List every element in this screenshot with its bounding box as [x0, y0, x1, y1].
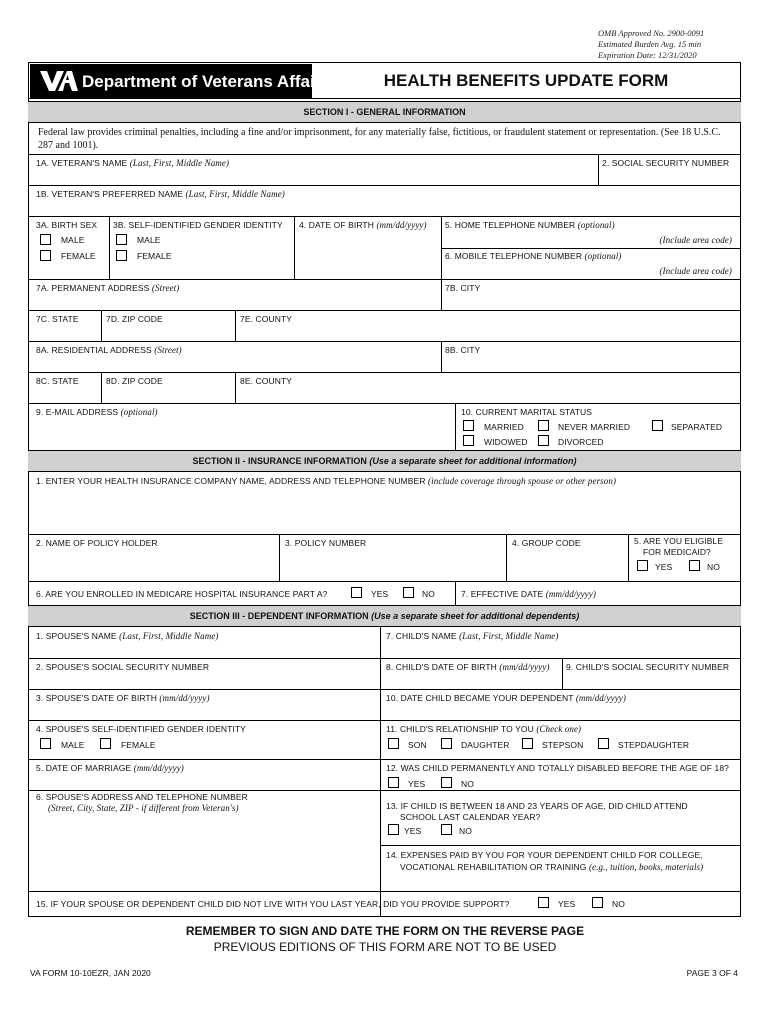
expenses-label-1: 14. EXPENSES PAID BY YOU FOR YOUR DEPENDENT CHILD FOR COLLEGE, [386, 850, 703, 860]
permanent-state-label: 7C. STATE [36, 314, 79, 324]
spouse-male-checkbox[interactable] [40, 738, 51, 749]
form-title: HEALTH BENEFITS UPDATE FORM [383, 71, 669, 90]
ssn-label: 2. SOCIAL SECURITY NUMBER [602, 158, 730, 168]
school-no-label: NO [459, 826, 472, 836]
stepson-label: STEPSON [542, 740, 584, 750]
son-checkbox[interactable] [388, 738, 399, 749]
child-ssn-label: 9. CHILD'S SOCIAL SECURITY NUMBER [566, 662, 730, 672]
va-seal-icon [38, 68, 78, 94]
never-married-label: NEVER MARRIED [558, 422, 631, 432]
previous-editions-note: PREVIOUS EDITIONS OF THIS FORM ARE NOT TO BE USED [213, 940, 557, 954]
medicare-no-checkbox[interactable] [403, 587, 414, 598]
medicaid-yes-label: YES [655, 562, 673, 572]
medicare-yes-checkbox[interactable] [351, 587, 362, 598]
gender-female-checkbox[interactable] [116, 250, 127, 261]
stepdaughter-label: STEPDAUGHTER [618, 740, 690, 750]
stepdaughter-checkbox[interactable] [598, 738, 609, 749]
disabled-yes-checkbox[interactable] [388, 777, 399, 788]
divorced-label: DIVORCED [558, 437, 604, 447]
gender-male-label: MALE [137, 235, 161, 245]
permanent-address-label: 7A. PERMANENT ADDRESS (Street) [36, 283, 180, 293]
insurance-company-label: 1. ENTER YOUR HEALTH INSURANCE COMPANY NAME, ADDRESS AND TELEPHONE NUMBER (include coverage through spouse or other person) [36, 476, 617, 486]
residential-state-label: 8C. STATE [36, 376, 79, 386]
legal-notice: Federal law provides criminal penalties, including a fine and/or imprisonment, for any materially false, fictitious, or fraudulent statement or representation. (See 18 U.S.C. 287 and 1001). [38, 127, 721, 151]
omb-expiration: Expiration Date: 12/31/2020 [598, 50, 697, 60]
spouse-male-label: MALE [61, 740, 85, 750]
spouse-ssn-label: 2. SPOUSE'S SOCIAL SECURITY NUMBER [36, 662, 210, 672]
page-number: PAGE 3 OF 4 [686, 968, 738, 978]
separated-checkbox[interactable] [652, 420, 663, 431]
divorced-checkbox[interactable] [538, 435, 549, 446]
spouse-female-label: FEMALE [121, 740, 156, 750]
medicaid-no-label: NO [707, 562, 720, 572]
school-no-checkbox[interactable] [441, 824, 452, 835]
effective-date-label: 7. EFFECTIVE DATE (mm/dd/yyyy) [461, 589, 596, 599]
support-no-label: NO [612, 899, 625, 909]
birth-sex-female-checkbox[interactable] [40, 250, 51, 261]
birth-sex-male-label: MALE [61, 235, 85, 245]
expenses-label-2: VOCATIONAL REHABILITATION OR TRAINING (e.g., tuition, books, materials) [400, 862, 704, 872]
policy-holder-label: 2. NAME OF POLICY HOLDER [36, 538, 158, 548]
residential-address-label: 8A. RESIDENTIAL ADDRESS (Street) [36, 345, 182, 355]
birth-sex-female-label: FEMALE [61, 251, 96, 261]
birth-sex-male-checkbox[interactable] [40, 234, 51, 245]
separated-label: SEPARATED [671, 422, 723, 432]
email-label: 9. E-MAIL ADDRESS (optional) [36, 407, 158, 417]
spouse-dob-label: 3. SPOUSE'S DATE OF BIRTH (mm/dd/yyyy) [36, 693, 210, 703]
medicaid-label-2: FOR MEDICAID? [643, 547, 711, 557]
support-no-checkbox[interactable] [592, 897, 603, 908]
gender-identity-label: 3B. SELF-IDENTIFIED GENDER IDENTITY [113, 220, 283, 230]
disabled-yes-label: YES [408, 779, 426, 789]
permanent-zip-label: 7D. ZIP CODE [106, 314, 163, 324]
veteran-name-label: 1A. VETERAN'S NAME (Last, First, Middle Name) [36, 158, 230, 168]
school-yes-label: YES [404, 826, 422, 836]
section-1-heading: SECTION I - GENERAL INFORMATION [28, 101, 741, 123]
gender-female-label: FEMALE [137, 251, 172, 261]
preferred-name-label: 1B. VETERAN'S PREFERRED NAME (Last, First, Middle Name) [36, 189, 285, 199]
medicare-yes-label: YES [371, 589, 389, 599]
residential-city-label: 8B. CITY [445, 345, 481, 355]
mobile-phone-area-hint: (Include area code) [659, 266, 732, 276]
child-disabled-label: 12. WAS CHILD PERMANENTLY AND TOTALLY DISABLED BEFORE THE AGE OF 18? [386, 763, 729, 773]
agency-name: Department of Veterans Affairs [82, 72, 331, 91]
child-relationship-label: 11. CHILD'S RELATIONSHIP TO YOU (Check one) [386, 724, 582, 734]
permanent-city-label: 7B. CITY [445, 283, 481, 293]
medicaid-no-checkbox[interactable] [689, 560, 700, 571]
medicaid-yes-checkbox[interactable] [637, 560, 648, 571]
omb-number: OMB Approved No. 2900-0091 [598, 28, 705, 38]
va-logo-banner [30, 64, 331, 98]
support-yes-label: YES [558, 899, 576, 909]
child-dob-label: 8. CHILD'S DATE OF BIRTH (mm/dd/yyyy) [386, 662, 550, 672]
home-phone-area-hint: (Include area code) [659, 235, 732, 245]
stepson-checkbox[interactable] [522, 738, 533, 749]
form-id: VA FORM 10-10EZR, JAN 2020 [30, 968, 151, 978]
disabled-no-label: NO [461, 779, 474, 789]
married-checkbox[interactable] [463, 420, 474, 431]
child-name-label: 7. CHILD'S NAME (Last, First, Middle Name) [386, 631, 559, 641]
spouse-name-label: 1. SPOUSE'S NAME (Last, First, Middle Name) [36, 631, 219, 641]
never-married-checkbox[interactable] [538, 420, 549, 431]
section-2-heading: SECTION II - INSURANCE INFORMATION (Use a separate sheet for additional information) [28, 450, 741, 472]
widowed-checkbox[interactable] [463, 435, 474, 446]
section-3-heading: SECTION III - DEPENDENT INFORMATION (Use a separate sheet for additional dependents) [28, 605, 741, 627]
child-dependent-date-label: 10. DATE CHILD BECAME YOUR DEPENDENT (mm/dd/yyyy) [386, 693, 626, 703]
support-yes-checkbox[interactable] [538, 897, 549, 908]
support-question-label: 15. IF YOUR SPOUSE OR DEPENDENT CHILD DID NOT LIVE WITH YOU LAST YEAR, DID YOU PROVIDE SUPPORT? [36, 899, 510, 909]
gender-male-checkbox[interactable] [116, 234, 127, 245]
date-of-birth-label: 4. DATE OF BIRTH (mm/dd/yyyy) [299, 220, 427, 230]
spouse-address-label: 6. SPOUSE'S ADDRESS AND TELEPHONE NUMBER [36, 792, 248, 802]
birth-sex-label: 3A. BIRTH SEX [36, 220, 98, 230]
mobile-phone-label: 6. MOBILE TELEPHONE NUMBER (optional) [445, 251, 622, 261]
sign-reminder: REMEMBER TO SIGN AND DATE THE FORM ON THE REVERSE PAGE [185, 924, 585, 938]
spouse-female-checkbox[interactable] [100, 738, 111, 749]
daughter-label: DAUGHTER [461, 740, 510, 750]
residential-zip-label: 8D. ZIP CODE [106, 376, 163, 386]
disabled-no-checkbox[interactable] [441, 777, 452, 788]
group-code-label: 4. GROUP CODE [512, 538, 581, 548]
marriage-date-label: 5. DATE OF MARRIAGE (mm/dd/yyyy) [36, 763, 184, 773]
omb-burden: Estimated Burden Avg. 15 min [598, 39, 702, 49]
medicaid-label-1: 5. ARE YOU ELIGIBLE [634, 536, 724, 546]
school-yes-checkbox[interactable] [388, 824, 399, 835]
omb-info [598, 28, 738, 61]
medicare-no-label: NO [422, 589, 435, 599]
widowed-label: WIDOWED [484, 437, 528, 447]
permanent-county-label: 7E. COUNTY [240, 314, 293, 324]
marital-status-label: 10. CURRENT MARITAL STATUS [461, 407, 593, 417]
school-attend-label-1: 13. IF CHILD IS BETWEEN 18 AND 23 YEARS OF AGE, DID CHILD ATTEND [386, 801, 688, 811]
school-attend-label-2: SCHOOL LAST CALENDAR YEAR? [400, 812, 541, 822]
spouse-address-hint: (Street, City, State, ZIP - if different from Veteran's) [48, 803, 239, 813]
spouse-gender-label: 4. SPOUSE'S SELF-IDENTIFIED GENDER IDENTITY [36, 724, 246, 734]
medicare-label: 6. ARE YOU ENROLLED IN MEDICARE HOSPITAL INSURANCE PART A? [36, 589, 328, 599]
son-label: SON [408, 740, 427, 750]
residential-county-label: 8E. COUNTY [240, 376, 293, 386]
daughter-checkbox[interactable] [441, 738, 452, 749]
home-phone-label: 5. HOME TELEPHONE NUMBER (optional) [445, 220, 615, 230]
married-label: MARRIED [484, 422, 524, 432]
policy-number-label: 3. POLICY NUMBER [285, 538, 367, 548]
